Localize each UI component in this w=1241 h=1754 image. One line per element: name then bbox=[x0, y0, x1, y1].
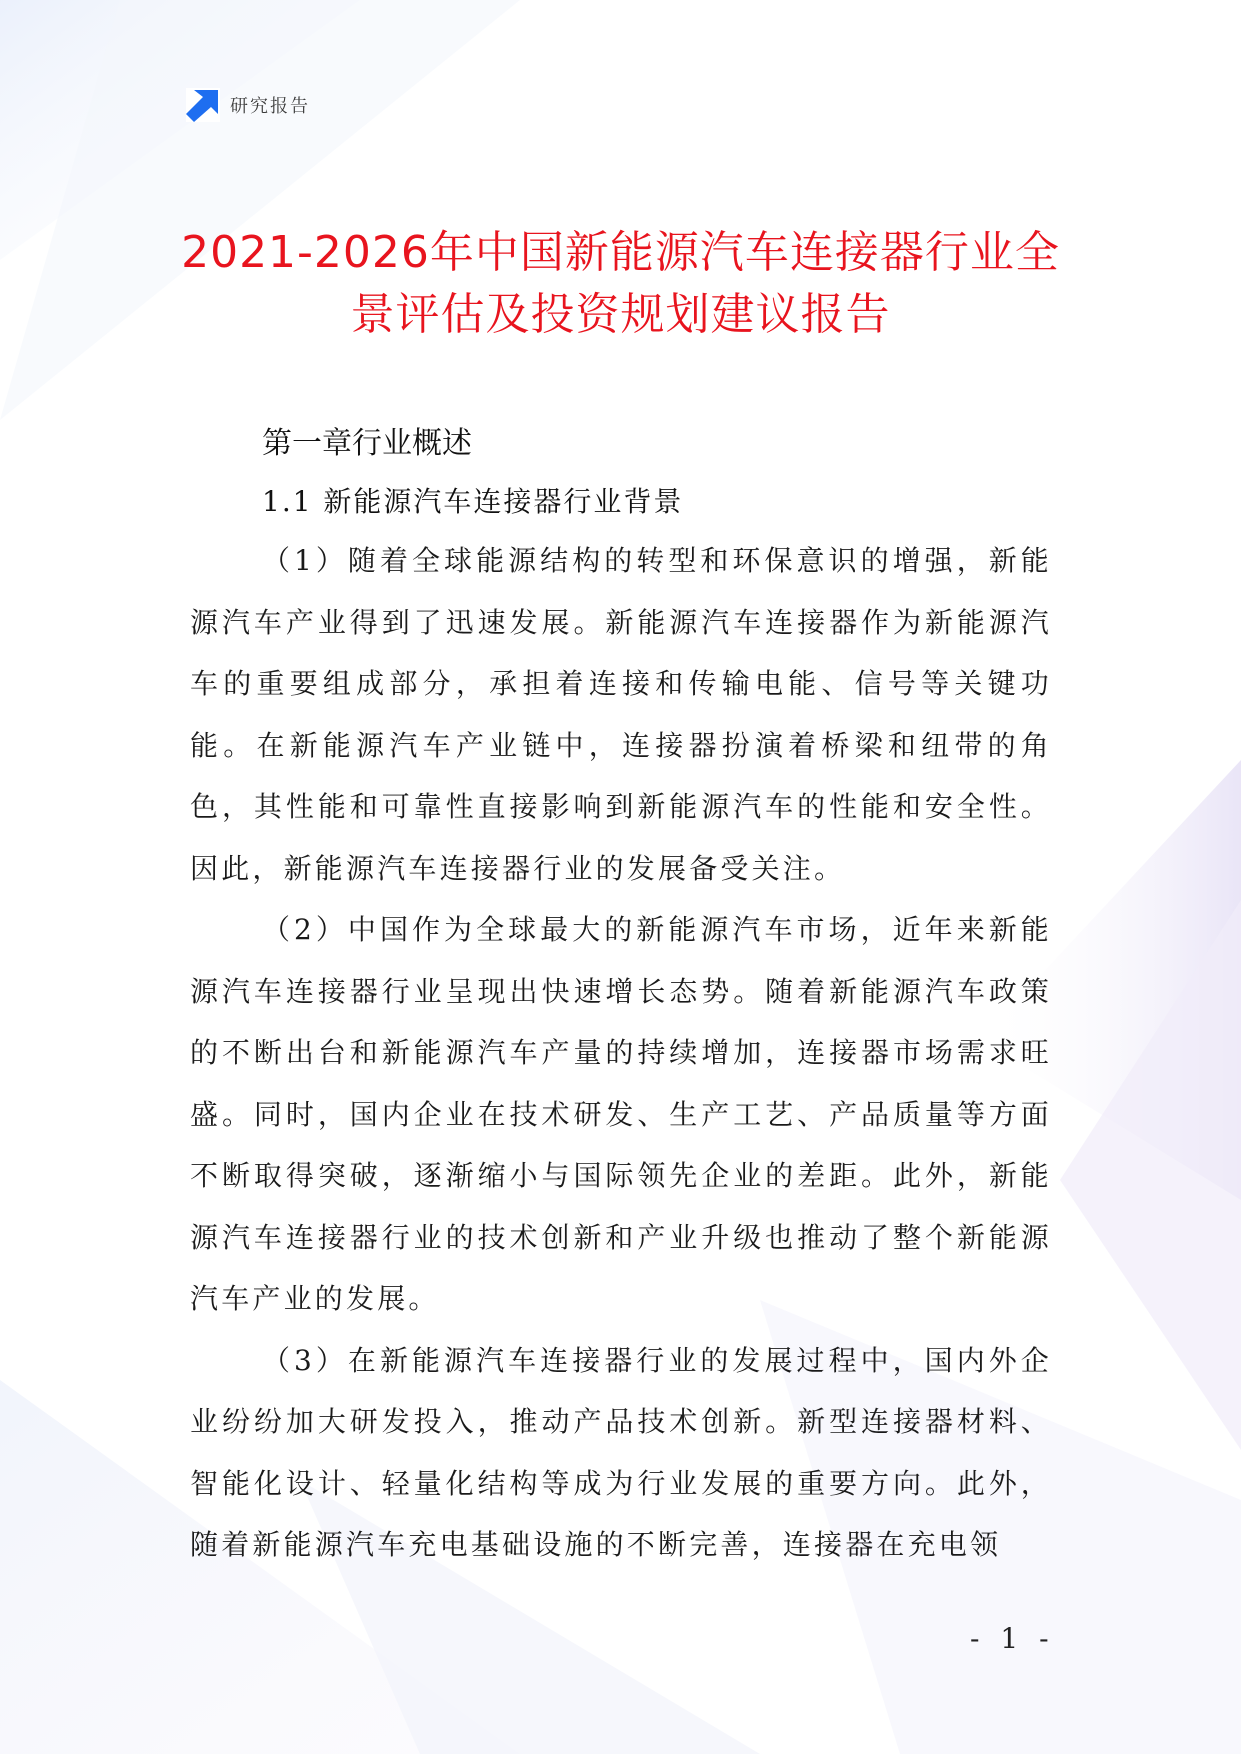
section-heading: 1.1 新能源汽车连接器行业背景 bbox=[262, 485, 684, 518]
paragraph-3: （3）在新能源汽车连接器行业的发展过程中，国内外企业纷纷加大研发投入，推动产品技术创新。新型连接器材料、智能化设计、轻量化结构等成为行业发展的重要方向。此外，随着新能源汽车充电基础设施的不断完善，连接器在充电领 bbox=[190, 1343, 1052, 1561]
arrow-logo-icon bbox=[186, 88, 220, 122]
paragraph-1: （1）随着全球能源结构的转型和环保意识的增强，新能源汽车产业得到了迅速发展。新能源汽车连接器作为新能源汽车的重要组成部分，承担着连接和传输电能、信号等关键功能。在新能源汽车产业链中，连接器扮演着桥梁和纽带的角色，其性能和可靠性直接影响到新能源汽车的性能和安全性。因此，新能源汽车连接器行业的发展备受关注。 bbox=[190, 544, 1052, 885]
page-number: - 1 - bbox=[970, 1622, 1055, 1655]
title-line-1: 2021-2026年中国新能源汽车连接器行业全 bbox=[181, 227, 1060, 278]
body-text bbox=[190, 530, 1052, 1576]
paragraph-2: （2）中国作为全球最大的新能源汽车市场，近年来新能源汽车连接器行业呈现出快速增长态势。随着新能源汽车政策的不断出台和新能源汽车产量的持续增加，连接器市场需求旺盛。同时，国内企业在技术研发、生产工艺、产品质量等方面不断取得突破，逐渐缩小与国际领先企业的差距。此外，新能源汽车连接器行业的技术创新和产业升级也推动了整个新能源汽车产业的发展。 bbox=[190, 913, 1052, 1315]
chapter-heading: 第一章行业概述 bbox=[262, 426, 472, 461]
report-title bbox=[150, 222, 1091, 346]
header-label: 研究报告 bbox=[230, 96, 310, 117]
report-header bbox=[186, 88, 310, 122]
title-line-2: 景评估及投资规划建议报告 bbox=[350, 289, 891, 340]
